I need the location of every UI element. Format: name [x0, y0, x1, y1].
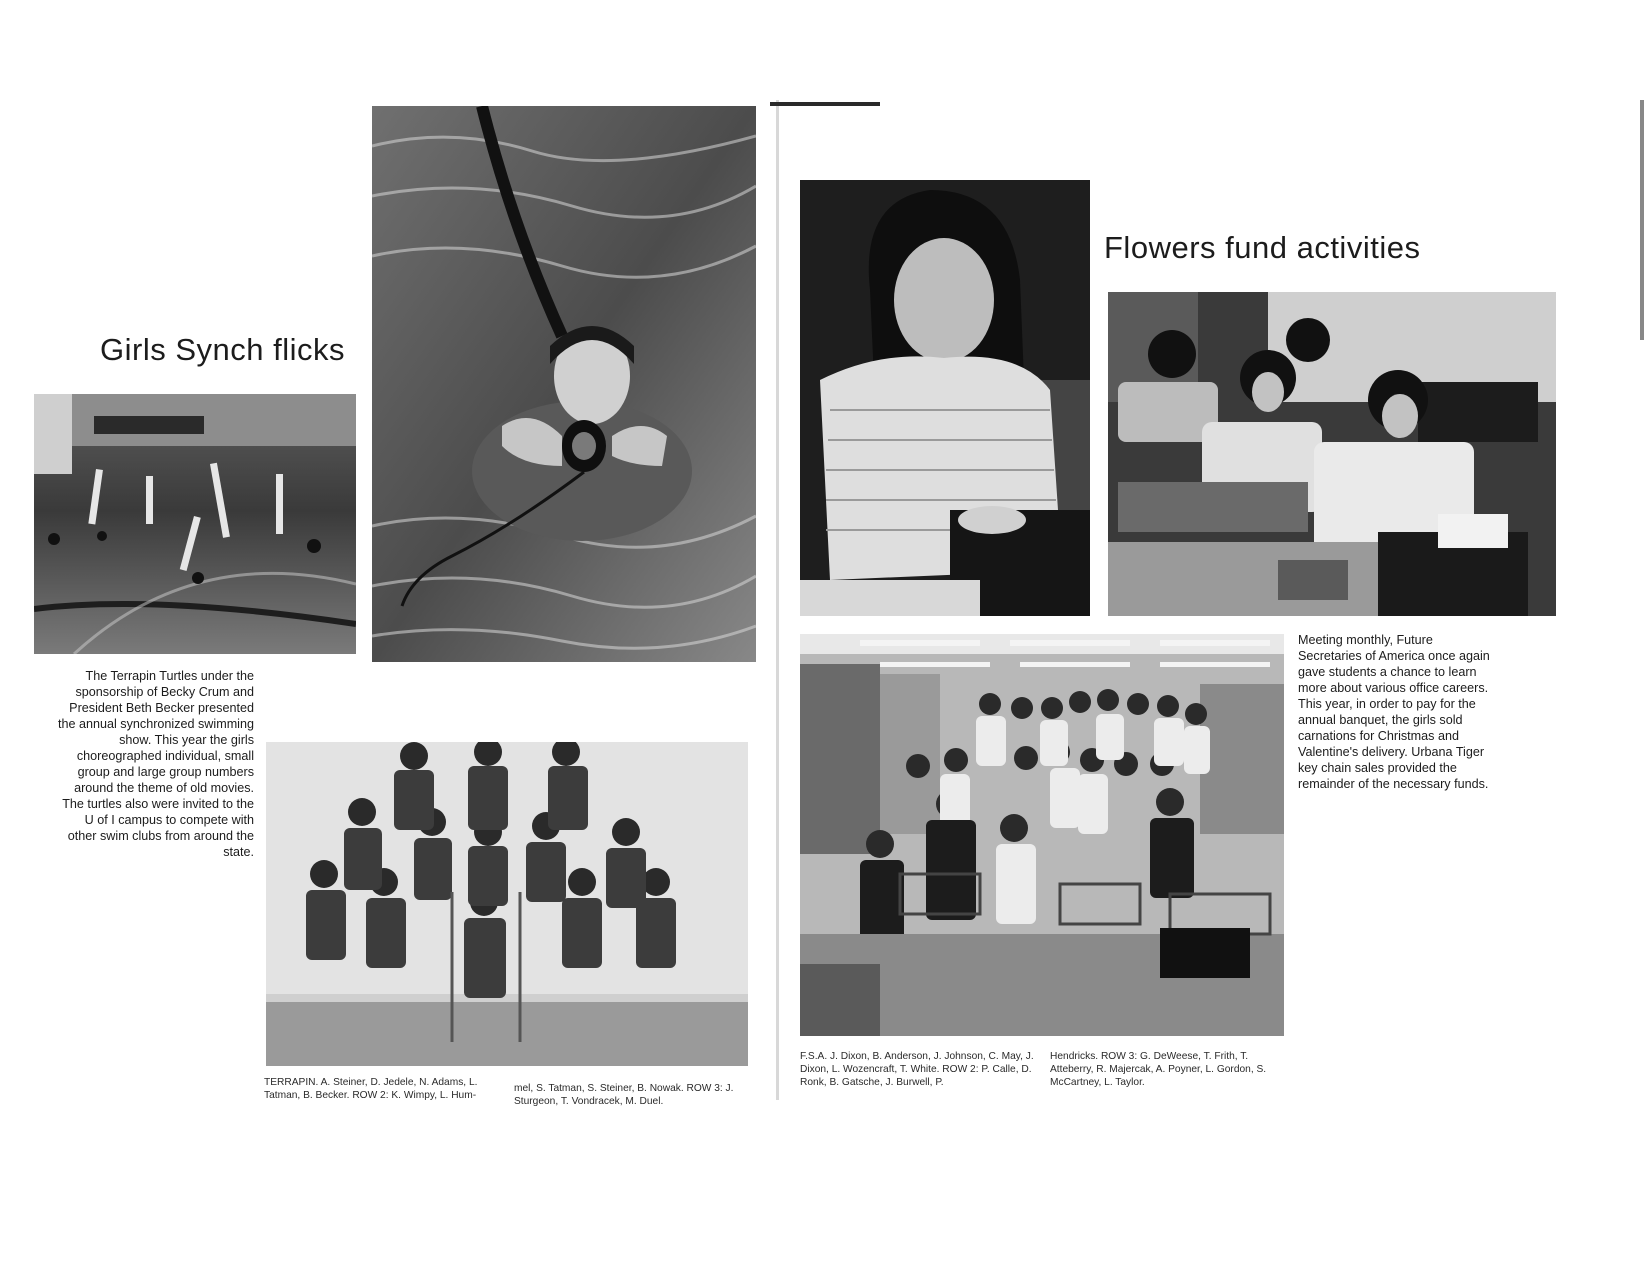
page-edge-mark	[770, 102, 880, 106]
left-page-headline: Girls Synch flicks	[100, 332, 345, 367]
photo-pool-swimmers	[34, 394, 356, 654]
photo-girl-typing	[800, 180, 1090, 616]
right-caption-column-2: Hendricks. ROW 3: G. DeWeese, T. Frith, T. Atteberry, R. Majercak, A. Poyner, L. Gordon, S. McCartney, L. Taylor.	[1050, 1051, 1267, 1088]
left-caption-column-1: TERRAPIN. A. Steiner, D. Jedele, N. Adams, L. Tatman, B. Becker. ROW 2: K. Wimpy, L. Hum-	[264, 1077, 478, 1101]
photo-typing-classroom	[1108, 292, 1556, 616]
left-page-body: The Terrapin Turtles under the sponsorship of Becky Crum and President Beth Becker presented the annual synchronized swimming show. This year the girls choreographed individual, small group and large group numbers around the theme of old movies. The turtles also were invited to the U of I campus to compete with other swim clubs from around the state.	[57, 669, 254, 859]
page-gutter	[776, 100, 779, 1100]
page-edge-shadow	[1640, 100, 1644, 340]
right-page-headline: Flowers fund activities	[1104, 230, 1421, 265]
right-page-body: Meeting monthly, Future Secretaries of America once again gave students a chance to learn more about various office careers. This year, in order to pay for the annual banquet, the girls sold carnations for Christmas and Valentine's delivery. Urbana Tiger key chain sales provided the remainder of the necessary funds.	[1298, 633, 1490, 791]
photo-terrapin-group	[266, 742, 748, 1066]
left-caption-column-2: mel, S. Tatman, S. Steiner, B. Nowak. ROW 3: J. Sturgeon, T. Vondracek, M. Duel.	[514, 1083, 734, 1107]
photo-swimmer-with-speaker	[372, 106, 756, 662]
right-caption-column-1: F.S.A. J. Dixon, B. Anderson, J. Johnson, C. May, J. Dixon, L. Wozencraft, T. White. ROW 2: P. Calle, D. Ronk, B. Gatsche, J. Burwell, P.	[800, 1051, 1034, 1088]
photo-fsa-group	[800, 634, 1284, 1036]
